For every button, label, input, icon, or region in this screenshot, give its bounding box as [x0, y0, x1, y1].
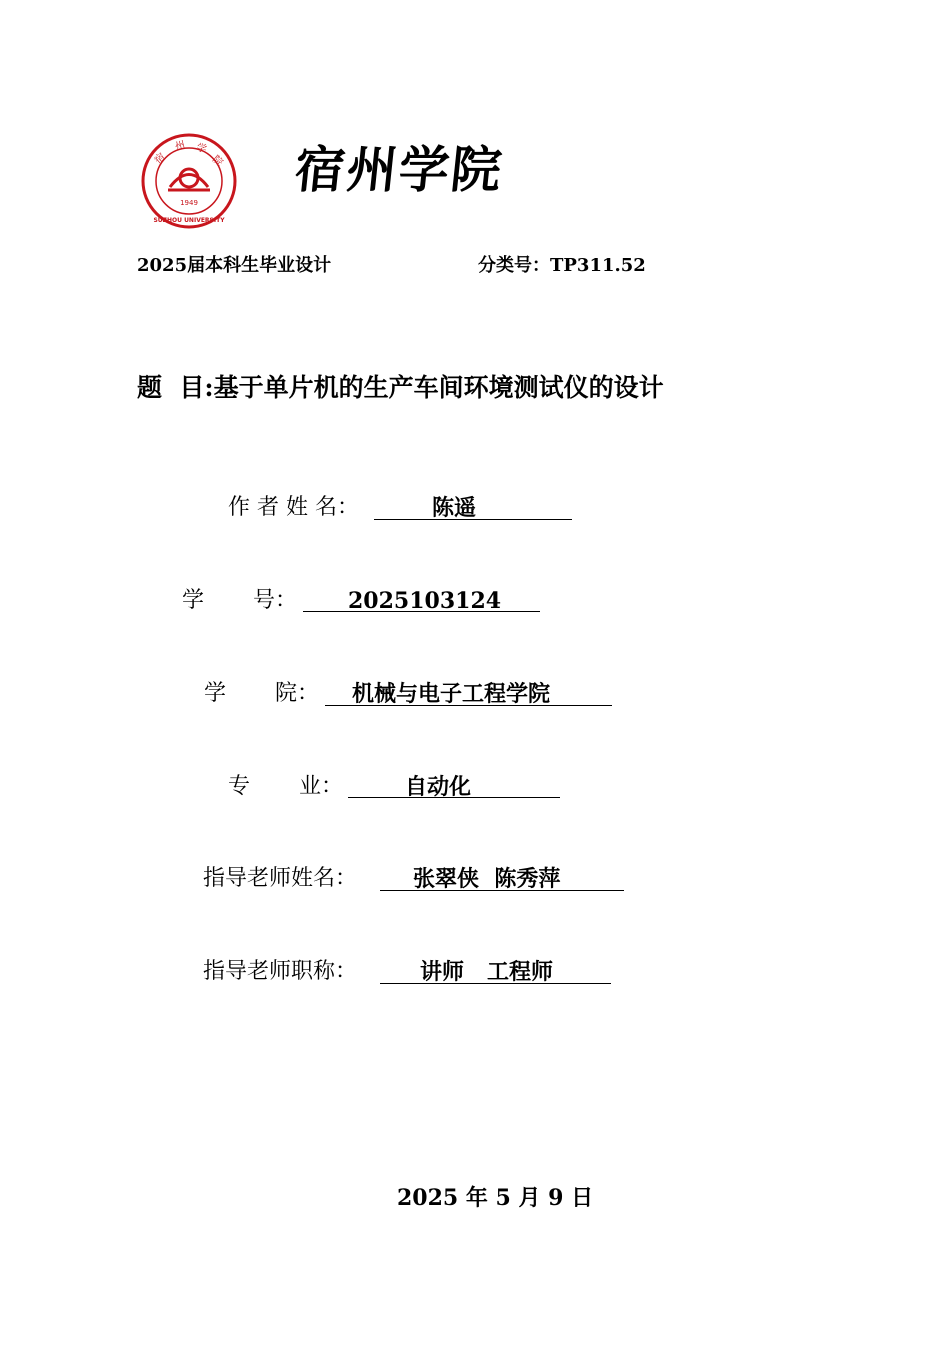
college-label: 学 院： — [204, 681, 319, 706]
college-value: 机械与电子工程学院 — [352, 681, 551, 707]
advisor-name-label: 指导老师姓名： — [203, 866, 358, 891]
university-wordmark: 宿州学院 — [291, 140, 507, 199]
major-underline — [348, 797, 560, 798]
classification-label: 分类号： — [478, 255, 550, 276]
college-underline — [325, 705, 612, 706]
student-id-underline — [303, 611, 540, 612]
author-underline — [374, 519, 572, 520]
svg-text:州: 州 — [173, 139, 187, 153]
submission-date: 2025 年 5 月 9 日 — [397, 1185, 594, 1211]
svg-text:学: 学 — [195, 142, 208, 156]
advisor-name-underline — [380, 890, 624, 891]
header-year: 2025 — [137, 255, 188, 276]
thesis-title — [137, 370, 664, 406]
graduation-design-label — [137, 253, 331, 279]
classification-number — [478, 253, 646, 279]
author-value: 陈遥 — [432, 495, 477, 521]
title-text: 基于单片机的生产车间环境测试仪的设计 — [213, 373, 664, 402]
svg-text:1949: 1949 — [180, 199, 198, 207]
university-seal-logo — [140, 132, 238, 230]
classification-code: TP311.52 — [550, 255, 646, 276]
student-id-label: 学 号： — [182, 588, 297, 613]
author-label: 作 者 姓 名： — [228, 495, 359, 520]
seal-icon — [140, 132, 238, 230]
header-design-label: 届本科生毕业设计 — [187, 255, 332, 276]
student-id-value: 2025103124 — [348, 588, 502, 614]
major-label: 专 业： — [228, 774, 343, 799]
advisor-name-value: 张翠侠 陈秀萍 — [413, 866, 561, 892]
advisor-title-underline — [380, 983, 611, 984]
title-label: 题 目: — [137, 373, 214, 402]
svg-text:宿: 宿 — [152, 151, 168, 167]
advisor-title-value: 讲师 工程师 — [420, 959, 553, 985]
advisor-title-label: 指导老师职称： — [203, 959, 358, 984]
svg-text:院: 院 — [210, 153, 225, 169]
svg-text:SUZHOU UNIVERSITY: SUZHOU UNIVERSITY — [153, 217, 225, 224]
major-value: 自动化 — [405, 774, 472, 800]
